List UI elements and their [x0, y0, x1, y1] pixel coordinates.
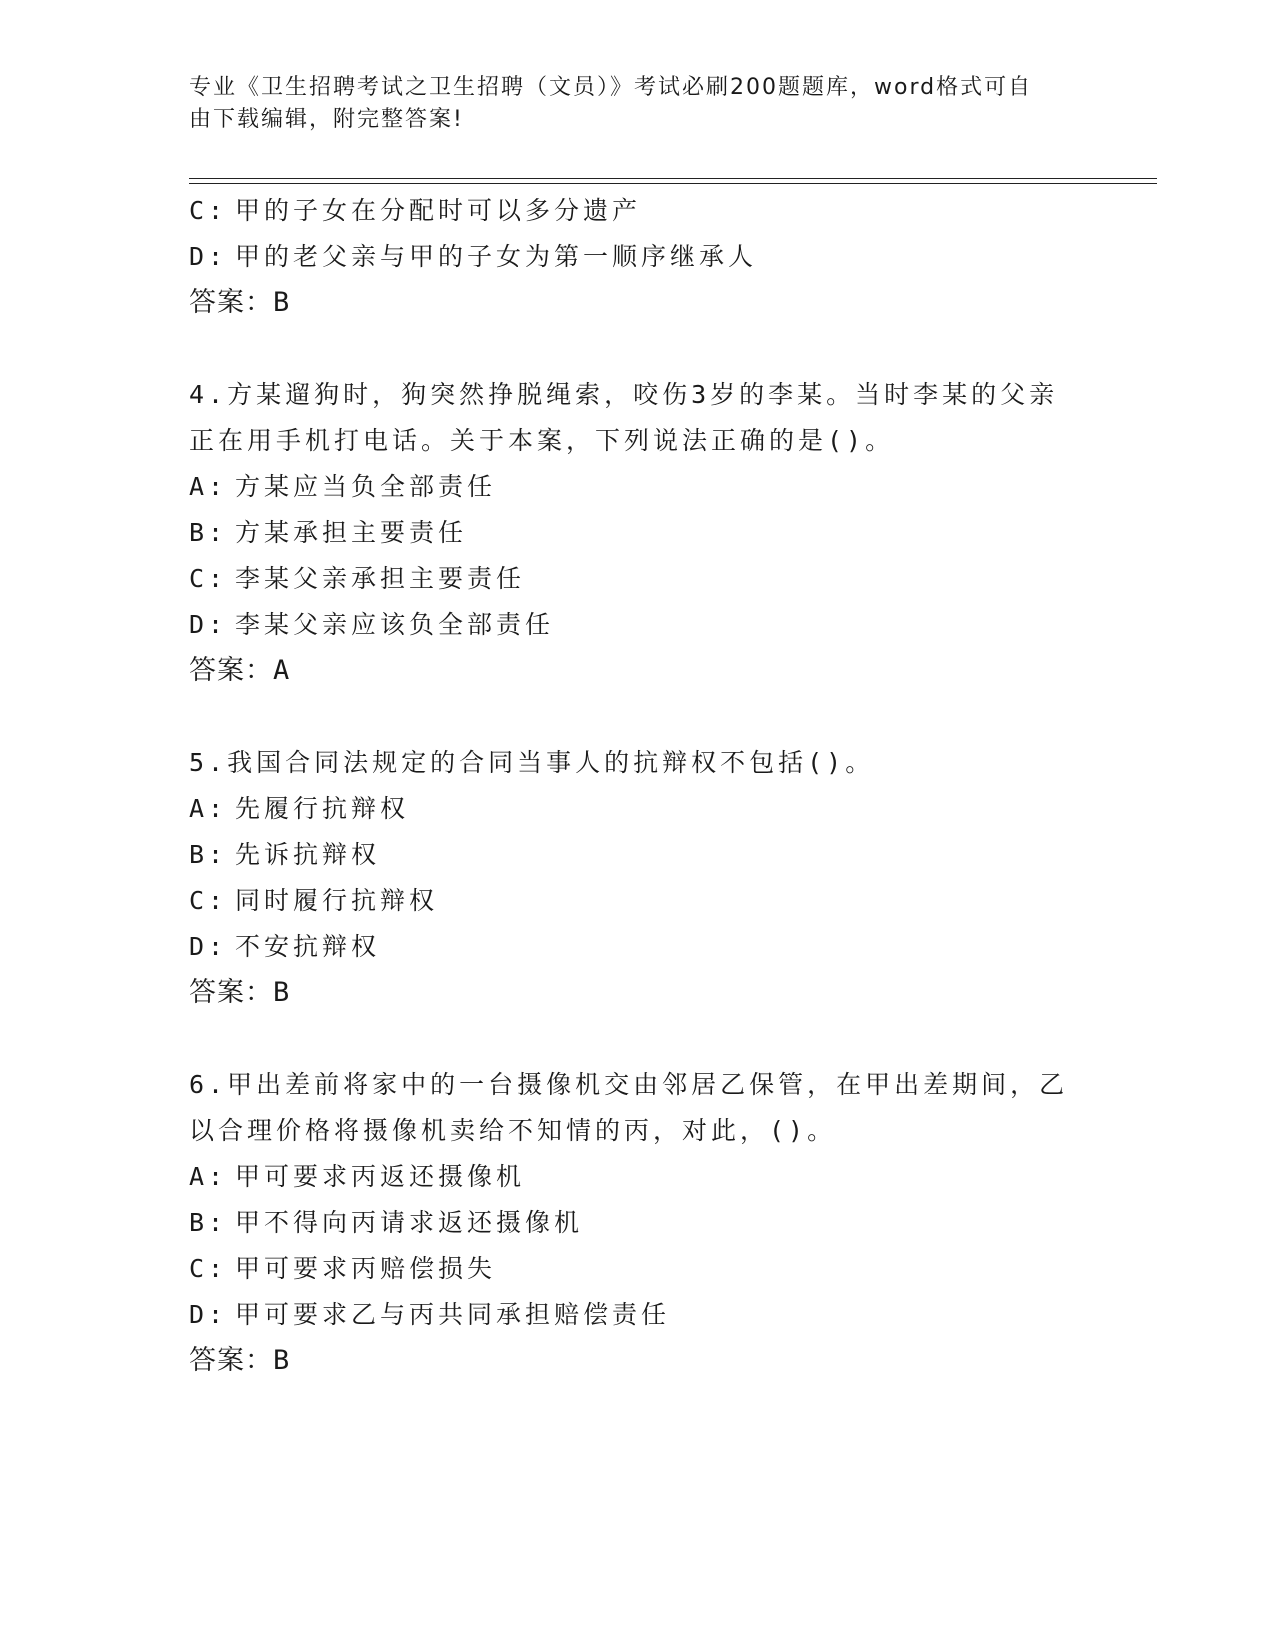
header-line-1: 专业《卫生招聘考试之卫生招聘（文员）》考试必刷200题题库，word格式可自 [189, 75, 1033, 100]
option-c [189, 556, 1069, 602]
option-label: A: [189, 1162, 228, 1191]
option-label: D: [189, 932, 228, 961]
question-6 [189, 1062, 1069, 1384]
spacer [189, 1016, 1069, 1062]
question-text-line-2: 以合理价格将摄像机卖给不知情的丙，对此，()。 [189, 1116, 837, 1145]
option-label: D: [189, 1300, 228, 1329]
option-text: 甲的老父亲与甲的子女为第一顺序继承人 [235, 242, 758, 271]
header-divider-bottom [189, 183, 1157, 184]
option-label: B: [189, 1208, 228, 1237]
answer-label: 答案： [189, 977, 273, 1008]
option-label: C: [189, 1254, 228, 1283]
option-text: 同时履行抗辩权 [235, 886, 439, 915]
question-5 [189, 740, 1069, 1016]
option-text: 先履行抗辩权 [235, 794, 410, 823]
question-4 [189, 372, 1069, 694]
answer-label: 答案： [189, 287, 273, 318]
option-d [189, 924, 1069, 970]
answer-line [189, 1338, 1069, 1384]
option-d [189, 602, 1069, 648]
option-c [189, 188, 1069, 234]
option-b [189, 1200, 1069, 1246]
answer-value: B [273, 287, 291, 318]
option-label: C: [189, 564, 228, 593]
option-text: 甲不得向丙请求返还摄像机 [235, 1208, 584, 1237]
option-label: B: [189, 518, 228, 547]
question-3-continued [189, 188, 1069, 326]
option-c [189, 1246, 1069, 1292]
option-label: D: [189, 610, 228, 639]
option-text: 甲的子女在分配时可以多分遗产 [235, 196, 642, 225]
question-text-line-1: 6.甲出差前将家中的一台摄像机交由邻居乙保管，在甲出差期间，乙 [189, 1070, 1069, 1099]
option-text: 方某承担主要责任 [235, 518, 468, 547]
option-text: 不安抗辩权 [235, 932, 381, 961]
option-text: 先诉抗辩权 [235, 840, 381, 869]
question-text-line-1: 5.我国合同法规定的合同当事人的抗辩权不包括()。 [189, 748, 875, 777]
header-line-2: 由下载编辑，附完整答案! [189, 107, 464, 132]
option-label: D: [189, 242, 228, 271]
option-a [189, 786, 1069, 832]
option-c [189, 878, 1069, 924]
option-a [189, 1154, 1069, 1200]
option-text: 方某应当负全部责任 [235, 472, 497, 501]
spacer [189, 326, 1069, 372]
answer-value: B [273, 1345, 291, 1376]
answer-line [189, 970, 1069, 1016]
option-text: 甲可要求丙赔偿损失 [235, 1254, 497, 1283]
option-b [189, 832, 1069, 878]
option-a [189, 464, 1069, 510]
option-text: 李某父亲应该负全部责任 [235, 610, 555, 639]
answer-value: B [273, 977, 291, 1008]
answer-line [189, 648, 1069, 694]
question-text-line-2: 正在用手机打电话。关于本案，下列说法正确的是()。 [189, 426, 895, 455]
option-b [189, 510, 1069, 556]
option-label: A: [189, 472, 228, 501]
option-d [189, 1292, 1069, 1338]
answer-value: A [273, 655, 291, 686]
answer-label: 答案： [189, 655, 273, 686]
header-divider-top [189, 178, 1157, 179]
option-text: 甲可要求乙与丙共同承担赔偿责任 [235, 1300, 671, 1329]
option-label: B: [189, 840, 228, 869]
option-label: A: [189, 794, 228, 823]
answer-line [189, 280, 1069, 326]
document-body [189, 188, 1069, 1384]
question-text-line-1: 4.方某遛狗时，狗突然挣脱绳索，咬伤3岁的李某。当时李某的父亲 [189, 380, 1059, 409]
answer-label: 答案： [189, 1345, 273, 1376]
document-header [189, 72, 1069, 136]
option-d [189, 234, 1069, 280]
option-text: 甲可要求丙返还摄像机 [235, 1162, 526, 1191]
option-text: 李某父亲承担主要责任 [235, 564, 526, 593]
option-label: C: [189, 886, 228, 915]
spacer [189, 694, 1069, 740]
option-label: C: [189, 196, 228, 225]
